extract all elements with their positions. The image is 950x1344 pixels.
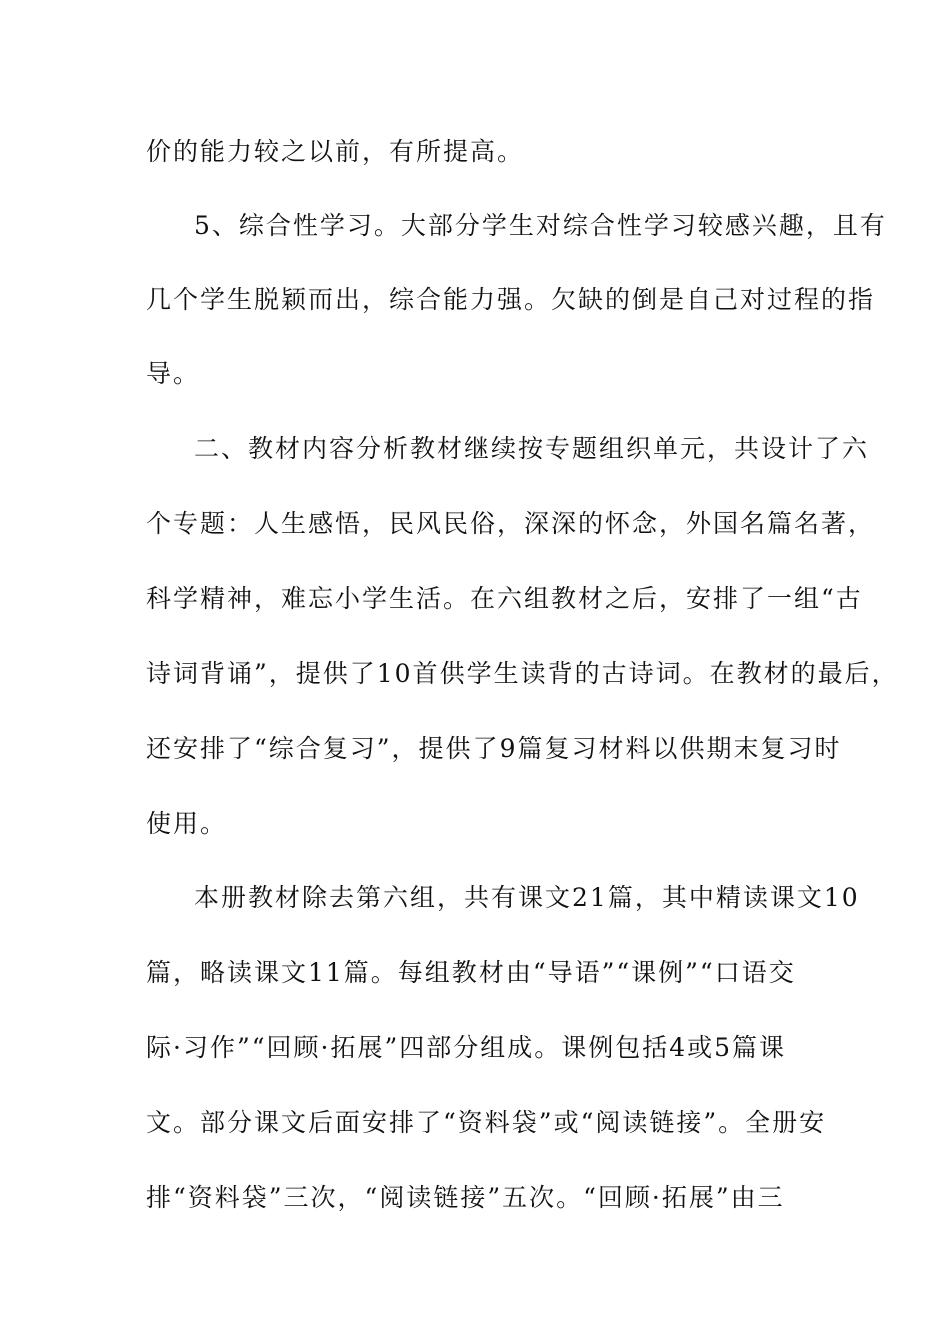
paragraph-start-line: 5、综合性学习。大部分学生对综合性学习较感兴趣，且有 [194,211,887,240]
text-line: 几个学生脱颖而出，综合能力强。欠缺的倒是自己对过程的指 [146,285,876,314]
text-line: 文。部分课文后面安排了“资料袋”或“阅读链接”。全册安 [146,1108,827,1137]
text-line: 使用。 [146,809,228,838]
text-line: 价的能力较之以前，有所提高。 [146,137,525,166]
text-line: 个专题：人生感悟，民风民俗，深深的怀念，外国名篇名著， [146,509,876,538]
paragraph-start-line: 二、教材内容分析教材继续按专题组织单元，共设计了六 [194,434,870,463]
text-line: 际·习作”“回顾·拓展”四部分组成。课例包括4或5篇课 [146,1033,787,1062]
text-line: 排“资料袋”三次，“阅读链接”五次。“回顾·拓展”由三 [146,1183,785,1212]
text-line: 还安排了“综合复习”，提供了9篇复习材料以供期末复习时 [146,734,842,763]
paragraph-start-line: 本册教材除去第六组，共有课文21篇，其中精读课文10 [194,883,860,912]
text-line: 篇，略读课文11篇。每组教材由“导语”“课例”“口语交 [146,958,796,987]
text-line: 导。 [146,359,201,388]
text-line: 科学精神，难忘小学生活。在六组教材之后，安排了一组“古 [146,584,863,613]
text-line: 诗词背诵”，提供了10首供学生读背的古诗词。在教材的最后， [146,659,899,688]
